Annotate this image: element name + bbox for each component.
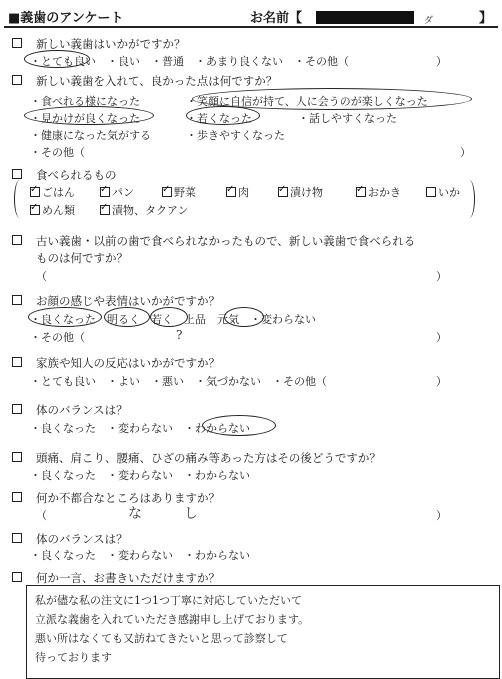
q1-close-paren: ）: [436, 55, 447, 68]
q2-option: ・話しやすくなった: [298, 112, 397, 125]
checked-box-icon[interactable]: [30, 187, 40, 197]
comment-box[interactable]: [26, 585, 500, 679]
food-option[interactable]: [100, 184, 134, 200]
name-bracket-end: 】: [479, 11, 493, 26]
food-label: 漬物、タクアン: [112, 204, 189, 217]
q5-handwritten: ?: [176, 328, 183, 342]
question-checkbox[interactable]: [12, 404, 22, 414]
food-option[interactable]: [162, 184, 196, 200]
question-text: 新しい義歯を入れて、良かった点は何ですか？: [36, 74, 278, 88]
question-checkbox[interactable]: [12, 169, 22, 179]
q9-close-paren: ）: [436, 509, 447, 522]
question-checkbox[interactable]: [12, 533, 22, 543]
q5-close-paren: ）: [436, 331, 447, 344]
checked-box-icon[interactable]: [100, 205, 110, 215]
comment-line: 立派な義歯を入れていただき感謝申し上げております。: [35, 613, 310, 626]
food-option[interactable]: [426, 184, 460, 200]
q5-option-other: ・その他（: [30, 331, 85, 344]
comment-line: 私が儘な私の注文に1つ1つ丁寧に対応していただいて: [35, 594, 302, 607]
empty-box-icon[interactable]: [426, 187, 436, 197]
question-checkbox[interactable]: [12, 357, 22, 367]
name-scrawl: ダ: [424, 16, 434, 26]
bracket-right: [464, 180, 475, 218]
q2-option: ・見かけが良くなった: [30, 112, 140, 125]
food-option[interactable]: [30, 184, 75, 200]
redacted-name: [316, 11, 414, 24]
question-text: 家族や知人の反応はいかがですか？: [36, 356, 220, 370]
form-header: [4, 4, 498, 28]
q6-close-paren: ）: [436, 375, 447, 388]
food-option[interactable]: [356, 184, 401, 200]
circle-mark: [186, 106, 260, 125]
food-label: パン: [112, 186, 134, 199]
name-label: お名前【: [250, 11, 303, 26]
q6-options: ・とても良い ・よい ・悪い ・気づかない ・その他（: [30, 375, 327, 388]
food-option[interactable]: [30, 202, 75, 218]
question-text-cont: ものは何ですか？: [36, 251, 128, 265]
food-label: ごはん: [42, 186, 75, 199]
q2-option: ・笑顔に自信が持て、人に会うのが楽しくなった: [186, 95, 428, 108]
circle-mark: [150, 307, 188, 327]
checked-box-icon[interactable]: [356, 187, 366, 197]
comment-line: 待っております: [35, 651, 112, 664]
food-label: めん類: [42, 204, 75, 217]
circle-mark: [24, 50, 90, 68]
checked-box-icon[interactable]: [162, 187, 172, 197]
food-option[interactable]: [100, 202, 189, 218]
food-label: おかき: [368, 186, 401, 199]
comment-line: 悪い所はなくても又訪ねてきたいと思って診察して: [35, 632, 288, 645]
food-option[interactable]: [278, 184, 323, 200]
q9-open-paren: （: [36, 509, 47, 522]
q5-options: ・良くなった 明るく 若く 上品 元気 ・変わらない: [30, 313, 316, 326]
question-checkbox[interactable]: [12, 295, 22, 305]
q9-handwritten: な し: [128, 506, 198, 522]
circle-mark: [104, 307, 150, 327]
question-checkbox[interactable]: [12, 452, 22, 462]
question-text: 何か不都合なところはありますか？: [36, 491, 220, 505]
question-text: 古い義歯・以前の歯で食べられなかったもので、新しい義歯で食べられる: [36, 234, 416, 248]
q2-option: ・歩きやすくなった: [186, 129, 285, 142]
food-label: いか: [438, 186, 460, 199]
q7-options: ・良くなった ・変わらない ・わからない: [30, 422, 250, 435]
question-text: 頭痛、肩こり、腰痛、ひざの痛み等あった方はその後どうですか？: [36, 451, 381, 465]
question-checkbox[interactable]: [12, 75, 22, 85]
food-label: 肉: [238, 186, 249, 199]
question-text: お顔の感じや表情はいかがですか？: [36, 294, 220, 308]
bracket-left: [14, 180, 25, 218]
circle-mark: [28, 307, 102, 327]
q8-options: ・良くなった ・変わらない ・わからない: [30, 469, 250, 482]
q2-option: ・若くなった: [186, 112, 252, 125]
checked-box-icon[interactable]: [226, 187, 236, 197]
q2-option: ・健康になった気がする: [30, 129, 151, 142]
question-text: 体のバランスは？: [36, 403, 128, 417]
food-option[interactable]: [226, 184, 249, 200]
question-text: 体のバランスは？: [36, 532, 128, 546]
food-label: 野菜: [174, 186, 196, 199]
form-title: ■義歯のアンケート: [8, 11, 124, 26]
q1-options: ・とても良い ・良い ・普通 ・あまり良くない ・その他（: [30, 55, 349, 68]
question-text: 何か一言、お書きいただけますか？: [36, 571, 220, 585]
q2-option: ・食べれる様になった: [30, 95, 140, 108]
circle-mark: [202, 415, 276, 436]
q2-close-paren: ）: [460, 146, 471, 159]
question-text: 食べられるもの: [36, 168, 117, 182]
checked-box-icon[interactable]: [100, 187, 110, 197]
q4-close-paren: ）: [436, 270, 447, 283]
circle-mark: [24, 106, 154, 125]
question-checkbox[interactable]: [12, 492, 22, 502]
food-label: 漬け物: [290, 186, 323, 199]
question-checkbox[interactable]: [12, 38, 22, 48]
checked-box-icon[interactable]: [30, 205, 40, 215]
question-checkbox[interactable]: [12, 235, 22, 245]
q4-open-paren: （: [36, 270, 47, 283]
circle-mark: [224, 307, 264, 327]
q10-options: ・良くなった ・変わらない ・わからない: [30, 549, 250, 562]
question-checkbox[interactable]: [12, 572, 22, 582]
q2-option-other: ・その他（: [30, 146, 85, 159]
question-text: 新しい義歯はいかがですか？: [36, 37, 186, 51]
checked-box-icon[interactable]: [278, 187, 288, 197]
